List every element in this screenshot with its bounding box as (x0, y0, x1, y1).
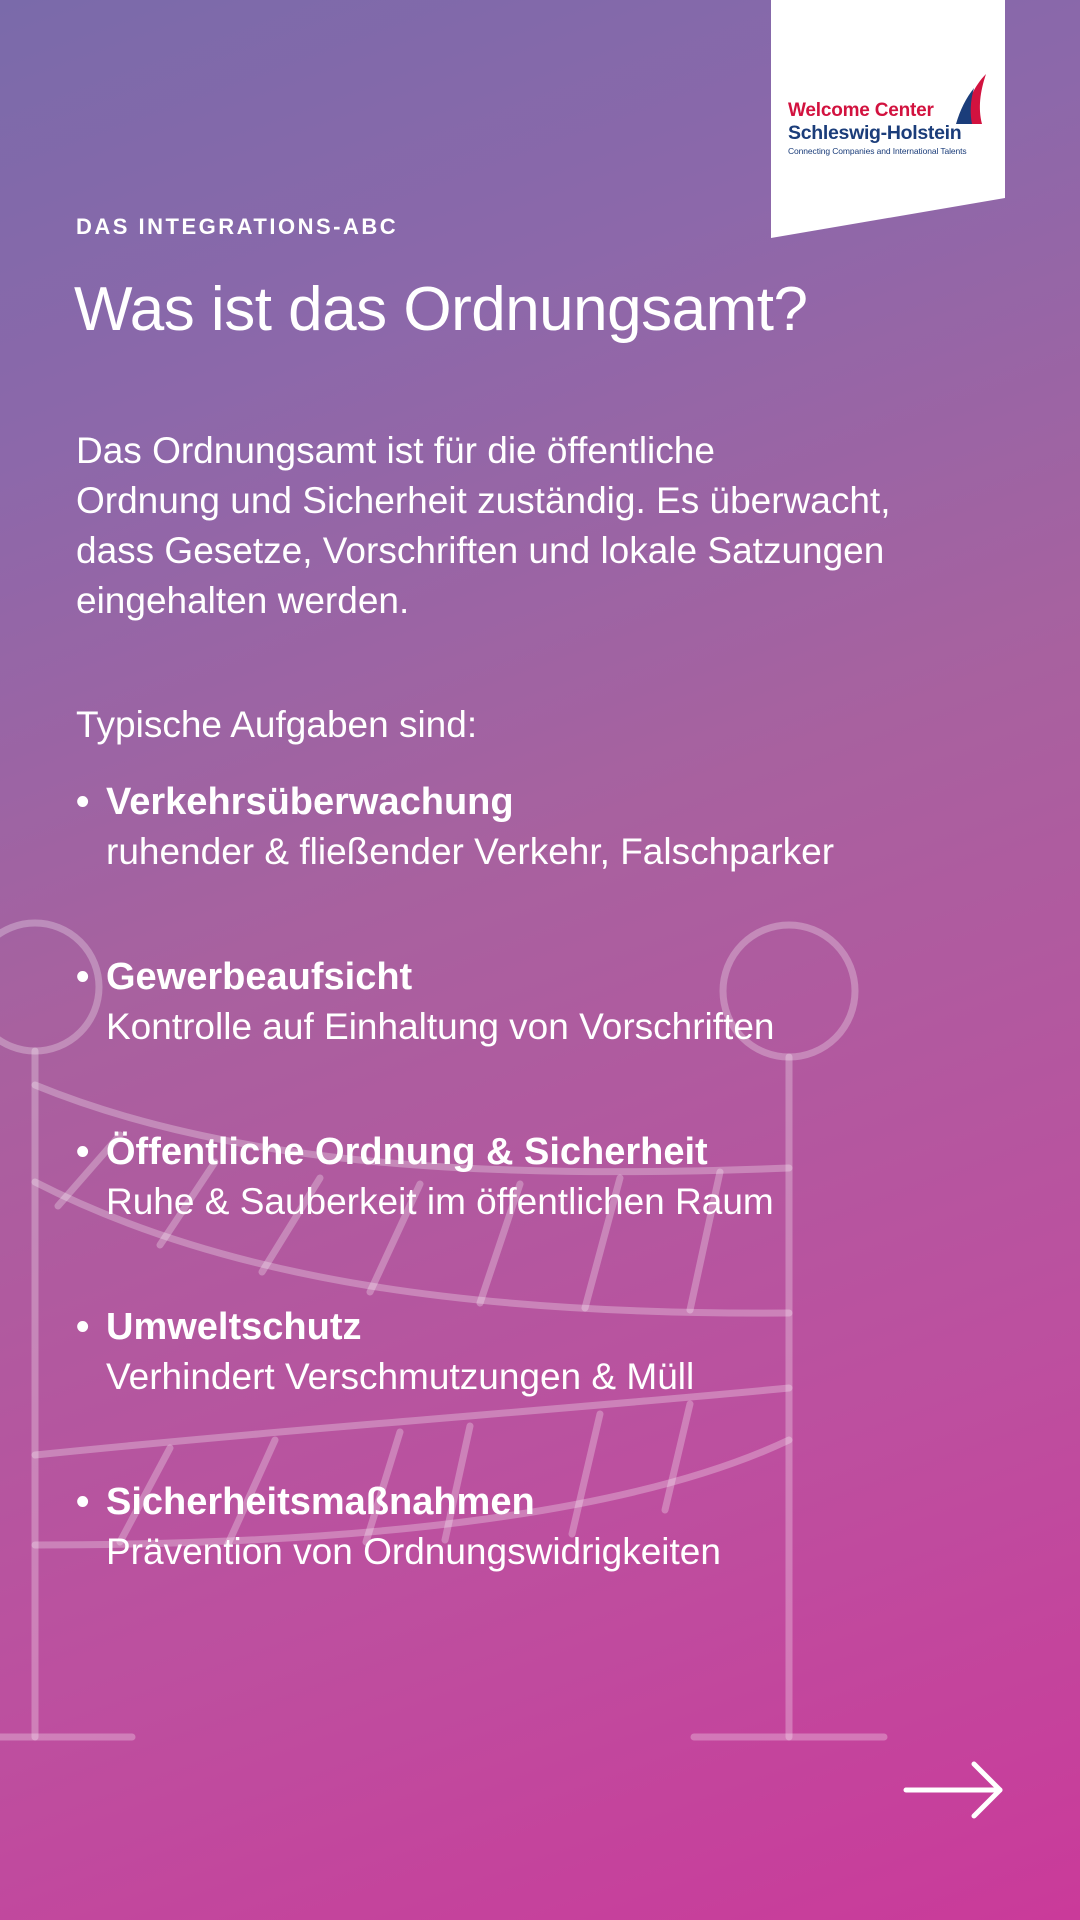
list-item (76, 952, 1036, 1052)
list-item (76, 1302, 1036, 1402)
logo (771, 0, 1005, 238)
intro-line: Ordnung und Sicherheit zuständig. Es überwacht, (76, 480, 891, 521)
task-title-text: Verkehrsüberwachung (106, 781, 514, 823)
task-title (76, 1302, 1036, 1352)
arrow-right-icon (900, 1760, 1010, 1820)
bullet-icon: • (76, 1306, 90, 1348)
list-item (76, 777, 1036, 877)
intro-paragraph (76, 426, 1036, 626)
bullet-icon: • (76, 781, 90, 823)
logo-title-line2: Schleswig-Holstein (788, 122, 962, 144)
next-button[interactable] (900, 1760, 1010, 1820)
task-title (76, 777, 1036, 827)
page-title: Was ist das Ordnungsamt? (74, 275, 808, 344)
task-title-text: Öffentliche Ordnung & Sicherheit (106, 1131, 708, 1173)
task-description: Prävention von Ordnungswidrigkeiten (106, 1531, 721, 1572)
intro-line: dass Gesetze, Vorschriften und lokale Satzungen (76, 530, 885, 571)
task-title (76, 1127, 1036, 1177)
kicker-label: DAS INTEGRATIONS-ABC (76, 214, 399, 239)
task-title (76, 952, 1036, 1002)
logo-title-line1: Welcome Center (788, 100, 934, 121)
task-description: Kontrolle auf Einhaltung von Vorschriften (106, 1006, 775, 1047)
task-description: Ruhe & Sauberkeit im öffentlichen Raum (106, 1181, 774, 1222)
intro-line: Das Ordnungsamt ist für die öffentliche (76, 430, 715, 471)
task-title-text: Umweltschutz (106, 1306, 362, 1348)
intro-line: eingehalten werden. (76, 580, 410, 621)
bullet-icon: • (76, 1131, 90, 1173)
task-title (76, 1477, 1036, 1527)
tasks-heading: Typische Aufgaben sind: (76, 704, 478, 745)
task-description: ruhender & fließender Verkehr, Falschparker (106, 831, 835, 872)
task-description: Verhindert Verschmutzungen & Müll (106, 1356, 695, 1397)
list-item (76, 1127, 1036, 1227)
bullet-icon: • (76, 956, 90, 998)
task-title-text: Gewerbeaufsicht (106, 956, 413, 998)
logo-tagline: Connecting Companies and International Talents (788, 146, 967, 156)
bullet-icon: • (76, 1481, 90, 1523)
task-title-text: Sicherheitsmaßnahmen (106, 1481, 535, 1523)
list-item (76, 1477, 1036, 1577)
